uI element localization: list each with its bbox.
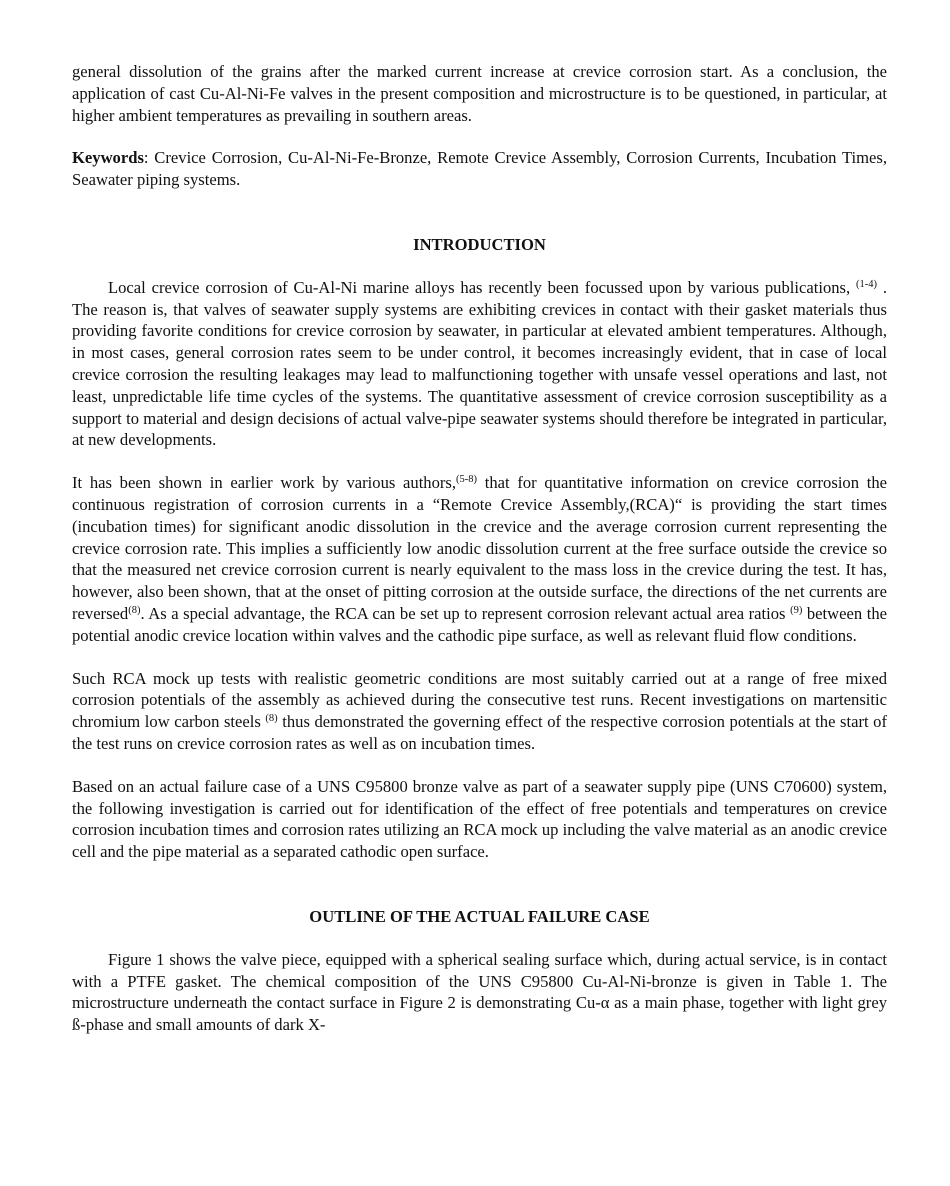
intro-p2-text-b: that for quantitative information on crevice corrosion the continuous registration of corrosion currents in a “Remote Crevice Assembly,(RCA)“ is providing the start times (incubation times) for significant anodic dissolution in the crevice and the average corrosion current representing the crevice corrosion rate. This implies a sufficiently low anodic dissolution current at the free surface outside the crevice so that the measured net crevice corrosion current is nearly equivalent to the mass loss in the crevice during the test. It has, however, also been shown, that at the onset of pitting corrosion at the outside surface, the directions of the net currents are reversed [72,473,887,623]
intro-paragraph-3 [72,668,887,755]
intro-p1-text-b: . The reason is, that valves of seawater supply systems are exhibiting crevices in contact with their gasket materials thus providing favorite conditions for crevice corrosion by seawater, in particular at elevated ambient temperatures. Although, in most cases, general corrosion rates seem to be under control, it becomes increasingly evident, that in case of local crevice corrosion the resulting leakages may lead to malfunctioning together with unsafe vessel operations and last, not least, unpredictable life time cycles of the systems. The quantitative assessment of crevice corrosion susceptibility as a support to material and design decisions of actual valve-pipe seawater systems should therefore be integrated in particular, at new developments. [72,277,887,450]
intro-p1-text-a: Local crevice corrosion of Cu-Al-Ni marine alloys has recently been focussed upon by various publications, [108,277,856,297]
intro-p3-text-b: thus demonstrated the governing effect of the respective corrosion potentials at the start of the test runs on crevice corrosion rates as well as on incubation times. [72,712,887,753]
citation-ref: (8) [265,713,278,725]
intro-paragraph-4: Based on an actual failure case of a UNS C95800 bronze valve as part of a seawater supply pipe (UNS C70600) system, the following investigation is carried out for identification of the effect of free potentials and temperatures on crevice corrosion incubation times and corrosion rates utilizing an RCA mock up including the valve material as an anodic crevice cell and the pipe material as a separated cathodic open surface. [72,776,887,862]
keywords-paragraph [72,147,887,191]
citation-ref: (8) [128,604,141,616]
intro-paragraph-1 [72,277,887,451]
intro-p3-text-a: Such RCA mock up tests with realistic geometric conditions are most suitably carried out at a range of free mixed corrosion potentials of the assembly as achieved during the consecutive test runs. Recent investigations on martensitic chromium low carbon steels [72,668,887,732]
keywords-label: Keywords [72,148,144,168]
citation-ref: (1-4) [856,278,877,290]
intro-p2-text-c: . As a special advantage, the RCA can be set up to represent corrosion relevant actual area ratios [140,603,791,623]
intro-p2-text-d: between the potential anodic crevice location within valves and the cathodic pipe surface, as well as relevant fluid flow conditions. [72,603,887,645]
keywords-text: : Crevice Corrosion, Cu-Al-Ni-Fe-Bronze, Remote Crevice Assembly, Corrosion Currents, Incubation Times, Seawater piping systems. [72,148,887,190]
intro-p2-text-a: It has been shown in earlier work by various authors, [72,473,457,493]
outline-paragraph-1: Figure 1 shows the valve piece, equipped with a spherical sealing surface which, during actual service, is in contact with a PTFE gasket. The chemical composition of the UNS C95800 Cu-Al-Ni-bronze is given in Table 1. The microstructure underneath the contact surface in Figure 2 is demonstrating Cu-α as a main phase, together with light grey ß-phase and small amounts of dark X- [72,949,887,1035]
outline-heading: OUTLINE OF THE ACTUAL FAILURE CASE [309,906,650,926]
introduction-heading: INTRODUCTION [413,234,546,254]
citation-ref: (5-8) [456,474,478,486]
citation-ref: (9) [790,604,803,616]
page-content [72,61,887,1036]
abstract-tail-paragraph: general dissolution of the grains after the marked current increase at crevice corrosion start. As a conclusion, the application of cast Cu-Al-Ni-Fe valves in the present composition and microstructure is to be questioned, in particular, at higher ambient temperatures as prevailing in southern areas. [72,62,887,125]
intro-paragraph-2 [72,472,887,646]
